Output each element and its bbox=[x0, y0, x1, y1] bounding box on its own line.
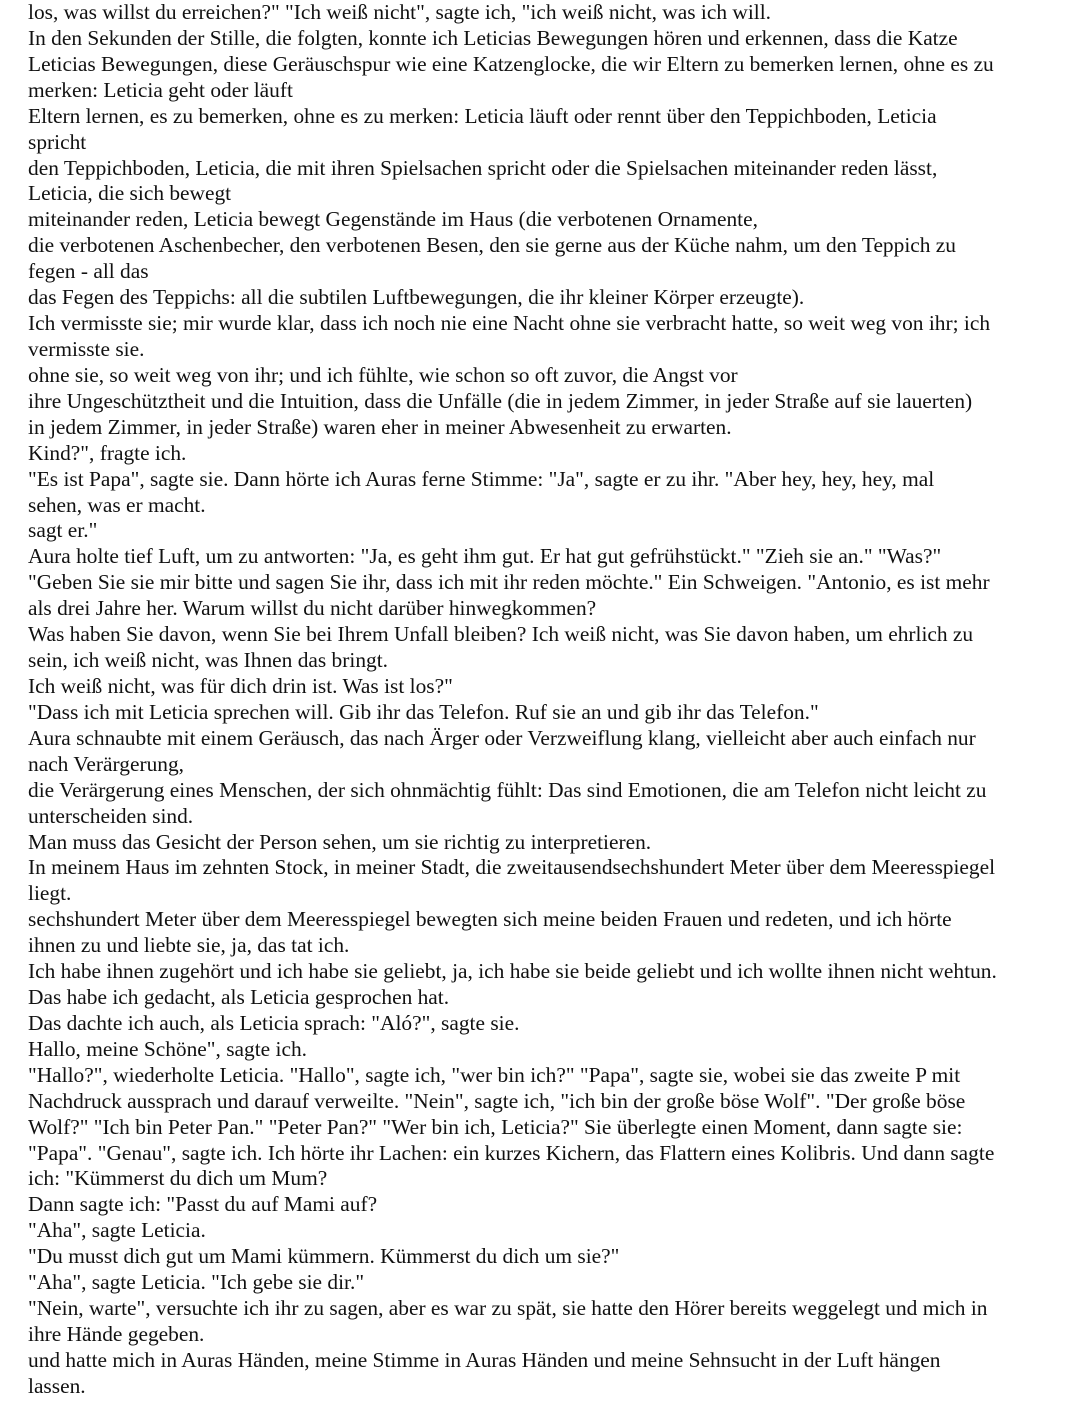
text-line: miteinander reden, Leticia bewegt Gegenstände im Haus (die verbotenen Ornamente, bbox=[28, 207, 758, 232]
text-line: Das dachte ich auch, als Leticia sprach: "Aló?", sagte sie. bbox=[28, 1010, 520, 1035]
text-line: In meinem Haus im zehnten Stock, in meiner Stadt, die zweitausendsechshundert Meter über dem Meeresspiegel bbox=[28, 855, 996, 880]
text-line: die verbotenen Aschenbecher, den verbotenen Besen, den sie gerne aus der Küche nahm, um den Teppich zu bbox=[28, 233, 956, 258]
text-line: "Aha", sagte Leticia. "Ich gebe sie dir." bbox=[28, 1270, 365, 1295]
text-line: "Du musst dich gut um Mami kümmern. Kümmerst du dich um sie?" bbox=[28, 1244, 620, 1269]
text-line: Nachdruck aussprach und darauf verweilte. "Nein", sagte ich, "ich bin der große böse Wolf". "Der große böse bbox=[28, 1088, 966, 1113]
text-line: Hallo, meine Schöne", sagte ich. bbox=[28, 1036, 308, 1061]
text-line: merken: Leticia geht oder läuft bbox=[28, 77, 293, 102]
text-line: ich: "Kümmerst du dich um Mum? bbox=[28, 1166, 328, 1191]
text-line: ihre Ungeschütztheit und die Intuition, dass die Unfälle (die in jedem Zimmer, in jeder Straße auf sie lauerten) bbox=[28, 388, 973, 413]
text-line: los, was willst du erreichen?" "Ich weiß nicht", sagte ich, "ich weiß nicht, was ich will. bbox=[28, 0, 772, 24]
text-line: sehen, was er macht. bbox=[28, 492, 206, 517]
text-line: sechshundert Meter über dem Meeresspiegel bewegten sich meine beiden Frauen und redeten, und ich hörte bbox=[28, 907, 952, 932]
text-line: vermisste sie. bbox=[28, 336, 145, 361]
text-line: In den Sekunden der Stille, die folgten, konnte ich Leticias Bewegungen hören und erkennen, dass die Katze bbox=[28, 25, 958, 50]
text-line: "Dass ich mit Leticia sprechen will. Gib ihr das Telefon. Ruf sie an und gib ihr das Telefon." bbox=[28, 699, 819, 724]
text-line: spricht bbox=[28, 129, 87, 154]
text-line: fegen - all das bbox=[28, 259, 149, 284]
text-line: Wolf?" "Ich bin Peter Pan." "Peter Pan?" "Wer bin ich, Leticia?" Sie überlegte einen Moment, dann sagte sie: bbox=[28, 1114, 963, 1139]
text-line: Was haben Sie davon, wenn Sie bei Ihrem Unfall bleiben? Ich weiß nicht, was Sie davon haben, um ehrlich zu bbox=[28, 622, 974, 647]
text-line: "Geben Sie sie mir bitte und sagen Sie ihr, dass ich mit ihr reden möchte." Ein Schweigen. "Antonio, es ist mehr bbox=[28, 570, 990, 595]
text-line: Ich weiß nicht, was für dich drin ist. Was ist los?" bbox=[28, 673, 453, 698]
text-line: lassen. bbox=[28, 1373, 86, 1398]
text-line: "Aha", sagte Leticia. bbox=[28, 1218, 206, 1243]
text-line: Ich habe ihnen zugehört und ich habe sie geliebt, ja, ich habe sie beide geliebt und ich wollte ihnen nicht wehtun. bbox=[28, 959, 997, 984]
text-line: Eltern lernen, es zu bemerken, ohne es zu merken: Leticia läuft oder rennt über den Teppichboden, Leticia bbox=[28, 103, 937, 128]
text-line: Man muss das Gesicht der Person sehen, um sie richtig zu interpretieren. bbox=[28, 829, 652, 854]
text-line: die Verärgerung eines Menschen, der sich ohnmächtig fühlt: Das sind Emotionen, die am Telefon nicht leicht zu bbox=[28, 777, 987, 802]
text-line: ihnen zu und liebte sie, ja, das tat ich. bbox=[28, 933, 350, 958]
text-line: Aura schnaubte mit einem Geräusch, das nach Ärger oder Verzweiflung klang, vielleicht aber auch einfach nur bbox=[28, 725, 976, 750]
text-line: und hatte mich in Auras Händen, meine Stimme in Auras Händen und meine Sehnsucht in der Luft hängen bbox=[28, 1347, 941, 1372]
text-line: "Es ist Papa", sagte sie. Dann hörte ich Auras ferne Stimme: "Ja", sagte er zu ihr. "Aber hey, hey, hey, mal bbox=[28, 466, 935, 491]
text-line: "Nein, warte", versuchte ich ihr zu sagen, aber es war zu spät, sie hatte den Hörer bereits weggelegt und mich in bbox=[28, 1296, 988, 1321]
text-line: das Fegen des Teppichs: all die subtilen Luftbewegungen, die ihr kleiner Körper erzeugte). bbox=[28, 285, 805, 310]
text-line: Dann sagte ich: "Passt du auf Mami auf? bbox=[28, 1192, 378, 1217]
text-line: in jedem Zimmer, in jeder Straße) waren eher in meiner Abwesenheit zu erwarten. bbox=[28, 414, 732, 439]
text-line: sagt er." bbox=[28, 518, 98, 543]
text-line: ihre Hände gegeben. bbox=[28, 1322, 205, 1347]
text-line: "Hallo?", wiederholte Leticia. "Hallo", sagte ich, "wer bin ich?" "Papa", sagte sie, wobei sie das zweite P mit bbox=[28, 1062, 961, 1087]
text-line: liegt. bbox=[28, 881, 72, 906]
text-line: unterscheiden sind. bbox=[28, 803, 194, 828]
text-line: Ich vermisste sie; mir wurde klar, dass ich noch nie eine Nacht ohne sie verbracht hatte, so weit weg von ihr; ich bbox=[28, 311, 991, 336]
text-line: Leticias Bewegungen, diese Geräuschspur wie eine Katzenglocke, die wir Eltern zu bemerken lernen, ohne es zu bbox=[28, 51, 994, 76]
text-line: nach Verärgerung, bbox=[28, 751, 185, 776]
text-line: ohne sie, so weit weg von ihr; und ich fühlte, wie schon so oft zuvor, die Angst vor bbox=[28, 362, 738, 387]
text-line: Das habe ich gedacht, als Leticia gesprochen hat. bbox=[28, 985, 450, 1010]
text-line: Leticia, die sich bewegt bbox=[28, 181, 232, 206]
text-line: sein, ich weiß nicht, was Ihnen das bringt. bbox=[28, 648, 388, 673]
text-line: Kind?", fragte ich. bbox=[28, 440, 187, 465]
document-page bbox=[28, 0, 1058, 1400]
text-line: "Papa". "Genau", sagte ich. Ich hörte ihr Lachen: ein kurzes Kichern, das Flattern eines Kolibris. Und dann sagte bbox=[28, 1140, 995, 1165]
text-line: als drei Jahre her. Warum willst du nicht darüber hinwegkommen? bbox=[28, 596, 597, 621]
text-line: den Teppichboden, Leticia, die mit ihren Spielsachen spricht oder die Spielsachen miteinander reden lässt, bbox=[28, 155, 938, 180]
text-line: Aura holte tief Luft, um zu antworten: "Ja, es geht ihm gut. Er hat gut gefrühstückt." "Zieh sie an." "Was?" bbox=[28, 544, 942, 569]
